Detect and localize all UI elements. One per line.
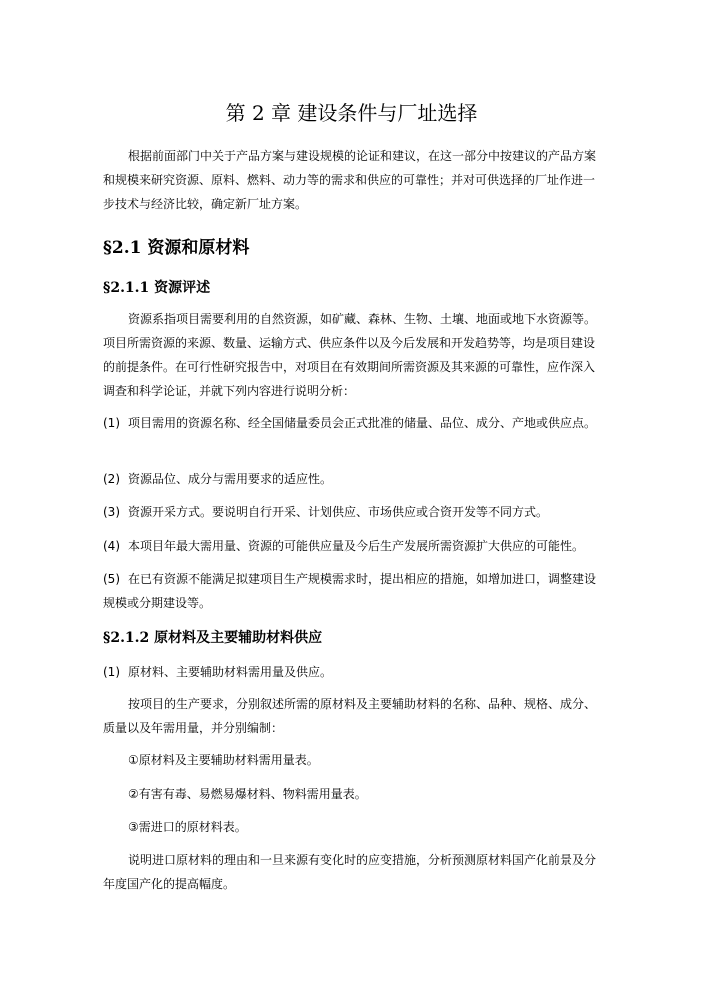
table-list-item: ③需进口的原材料表。 — [128, 820, 247, 834]
list-item-text: 资源开采方式。要说明自行开采、计划供应、市场供应或合资开发等不同方式。 — [128, 505, 549, 519]
subsection-heading-materials: §2.1.2 原材料及主要辅助材料供应 — [103, 630, 323, 646]
subsection-heading-resources: §2.1.1 资源评述 — [103, 280, 211, 296]
table-list-item: ①原材料及主要辅助材料需用量表。 — [128, 753, 319, 767]
materials-paragraph: 按项目的生产要求，分别叙述所需的原材料及主要辅助材料的名称、品种、规格、成分、质量以及年需用量，并分别编制： — [103, 697, 597, 735]
intro-paragraph: 根据前面部门中关于产品方案与建设规模的论证和建议，在这一部分中按建议的产品方案和规模来研究资源、原料、燃料、动力等的需求和供应的可靠性；并对可供选择的厂址作进一步技术与经济比较，确定新厂址方案。 — [103, 149, 597, 211]
list-item — [103, 411, 598, 435]
list-item-text: 在已有资源不能满足拟建项目生产规模需求时，提出相应的措施，如增加进口，调整建设规模或分期建设等。 — [103, 572, 597, 610]
list-item-text: 本项目年最大需用量、资源的可能供应量及今后生产发展所需资源扩大供应的可能性。 — [128, 539, 585, 553]
list-item-number: (1) — [103, 416, 120, 430]
list-item-number: (3) — [103, 505, 120, 519]
list-item — [103, 534, 598, 558]
list-item-text: 项目需用的资源名称、经全国储量委员会正式批准的储量、品位、成分、产地或供应点。 — [128, 416, 597, 430]
list-item-number: (2) — [103, 472, 120, 486]
import-paragraph: 说明进口原材料的理由和一旦来源有变化时的应变措施，分析预测原材料国产化前景及分年度国产化的提高幅度。 — [103, 853, 597, 891]
list-item — [103, 567, 598, 615]
list-item — [103, 467, 598, 491]
chapter-title: 第 2 章 建设条件与厂址选择 — [225, 101, 478, 125]
table-list-item: ②有害有毒、易燃易爆材料、物料需用量表。 — [128, 787, 367, 801]
list-item-text: 原材料、主要辅助材料需用量及供应。 — [128, 665, 333, 679]
list-item-number: (4) — [103, 539, 120, 553]
list-item — [103, 500, 598, 524]
section-heading: §2.1 资源和原材料 — [103, 238, 250, 258]
list-item-number: (5) — [103, 572, 120, 586]
list-item — [103, 660, 598, 684]
list-item-text: 资源品位、成分与需用要求的适应性。 — [128, 472, 333, 486]
list-item-number: (1) — [103, 665, 120, 679]
resources-paragraph: 资源系指项目需要利用的自然资源，如矿藏、森林、生物、土壤、地面或地下水资源等。项目所需资源的来源、数量、运输方式、供应条件以及今后发展和开发趋势等，均是项目建设的前提条件。在可行性研究报告中，对项目在有效期间所需资源及其来源的可靠性，应作深入调查和科学论证，并就下列内容进行说明分析： — [103, 312, 597, 398]
